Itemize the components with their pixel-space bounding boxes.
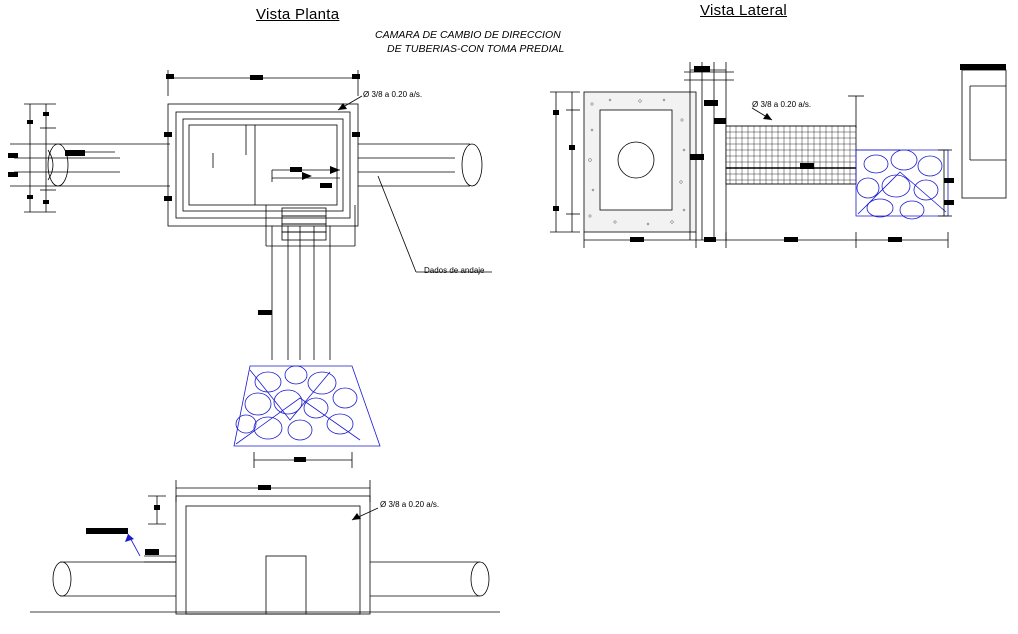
header-note-line2: DE TUBERIAS-CON TOMA PREDIAL	[387, 43, 565, 55]
label-rebar-plan: Ø 3/8 a 0.20 a/s.	[363, 90, 423, 99]
title-vista-planta: Vista Planta	[256, 6, 340, 23]
label-rebar-lateral: Ø 3/8 a 0.20 a/s.	[752, 100, 812, 109]
label-anchor-block: Dados de andaje	[424, 266, 485, 275]
label-rebar-section: Ø 3/8 a 0.20 a/s.	[380, 500, 440, 509]
header-note-line1: CAMARA DE CAMBIO DE DIRECCION	[375, 29, 561, 41]
title-vista-lateral: Vista Lateral	[700, 2, 788, 19]
